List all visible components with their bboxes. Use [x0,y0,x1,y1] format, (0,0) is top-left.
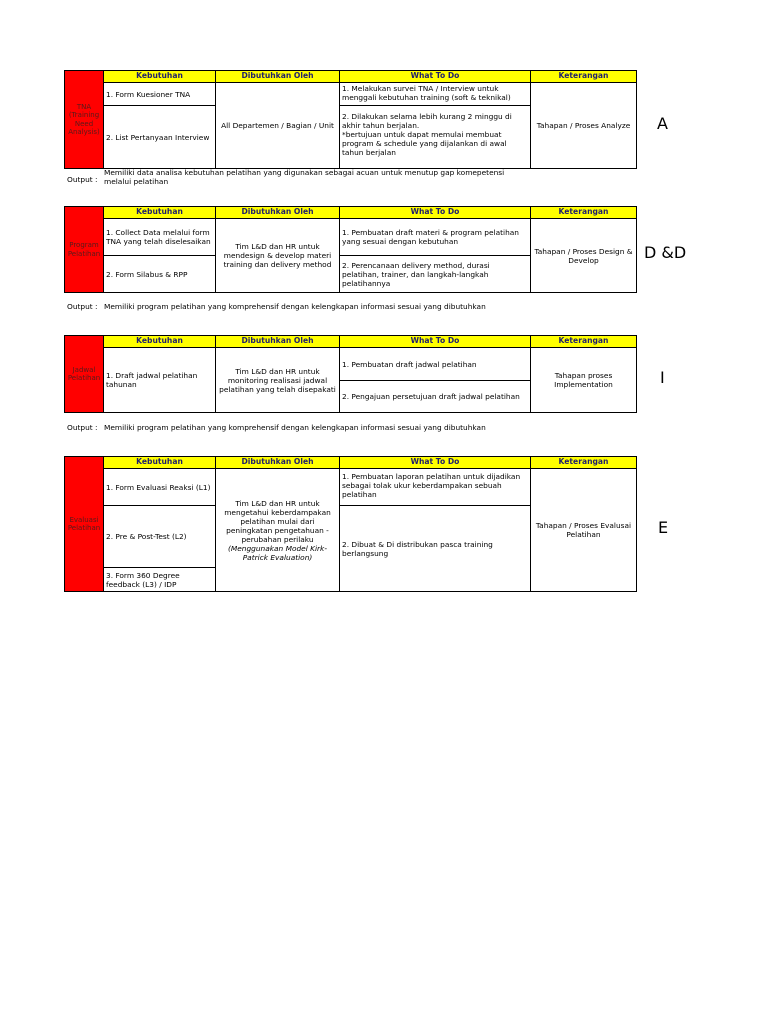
todo-text: 2. Dibuat & Di distribukan pasca training berlangsung [342,539,493,558]
output-label: Output : [67,423,98,432]
header-dibutuhkan-oleh: Dibutuhkan Oleh [215,335,340,348]
need-text: 2. Pre & Post-Test (L2) [106,532,187,541]
todo-cell [339,468,531,506]
note-text: Tahapan / Proses Design & Develop [534,246,633,265]
phase-cell [64,335,104,413]
required-by-cell [215,218,340,293]
todo-cell [339,347,531,381]
output-label: Output : [67,302,98,311]
header-keterangan: Keterangan [530,335,637,348]
todo-text: 1. Pembuatan draft jadwal pelatihan [342,359,477,369]
phase-label: Evaluasi Pelatihan [67,515,101,532]
required-by-text: Tim L&D dan HR untuk monitoring realisasi jadwal pelatihan yang telah disepakati [219,366,336,394]
phase-label: Program Pelatihan [67,241,101,258]
note-cell [530,347,637,413]
header-kebutuhan: Kebutuhan [103,456,216,469]
phase-letter: E [658,518,669,537]
need-cell [103,255,216,293]
phase-letter: I [660,368,665,387]
note-text: Tahapan proses Implementation [554,371,613,389]
note-cell [530,218,637,293]
header-dibutuhkan-oleh: Dibutuhkan Oleh [215,206,340,219]
need-cell [103,505,216,568]
todo-text: 1. Pembuatan draft materi & program pelatihan yang sesuai dengan kebutuhan [342,228,519,246]
header-what-to-do: What To Do [339,206,531,219]
phase-letter: A [657,114,668,133]
required-by-cell [215,347,340,413]
need-text: 1. Form Evaluasi Reaksi (L1) [106,482,211,492]
header-kebutuhan: Kebutuhan [103,206,216,219]
todo-cell [339,380,531,413]
header-what-to-do: What To Do [339,456,531,469]
need-text: 1. Form Kuesioner TNA [106,89,191,99]
need-text: 1. Draft jadwal pelatihan tahunan [106,371,198,389]
note-text: Tahapan / Proses Evalusai Pelatihan [535,521,632,539]
required-by-cell [215,468,340,592]
header-what-to-do: What To Do [339,335,531,348]
todo-text: 2. Dilakukan selama lebih kurang 2 minggu di akhir tahun berjalan. [342,112,512,130]
need-cell [103,567,216,592]
need-text: 2. List Pertanyaan Interview [106,132,210,142]
phase-label: TNA (Training Need Analysis) [68,102,100,136]
need-cell [103,218,216,256]
todo-text: 1. Pembuatan laporan pelatihan untuk dijadikan sebagai tolak ukur keberdampakan sebuah pelatihan [342,472,521,499]
note-cell [530,468,637,592]
note-cell [530,82,637,169]
todo-cell [339,505,531,592]
header-what-to-do: What To Do [339,70,531,83]
output-text: Memiliki program pelatihan yang komprehensif dengan kelengkapan informasi sesuai yang dibutuhkan [104,423,486,432]
todo-text: 2. Pengajuan persetujuan draft jadwal pelatihan [342,392,520,401]
todo-text: 1. Melakukan survei TNA / Interview untuk menggali kebutuhan training (soft & teknikal) [342,84,511,102]
output-text: Memiliki data analisa kebutuhan pelatihan yang digunakan sebagai acuan untuk menutup gap komepetensi melalui pelatihan [104,168,505,186]
need-cell [103,82,216,106]
header-keterangan: Keterangan [530,206,637,219]
required-by-text: Tim L&D dan HR untuk mendesign & develop materi training dan delivery method [223,242,332,269]
phase-label: Jadwal Pelatihan [67,365,101,382]
header-dibutuhkan-oleh: Dibutuhkan Oleh [215,456,340,469]
todo-cell [339,105,531,169]
phase-cell [64,70,104,169]
phase-cell [64,456,104,592]
note-text: Tahapan / Proses Analyze [536,121,631,130]
todo-text: *bertujuan untuk dapat memulai membuat program & schedule yang dijalankan di awal tahun berjalan [342,130,507,157]
phase-cell [64,206,104,293]
todo-cell [339,218,531,256]
phase-letter: D &D [644,243,687,262]
required-by-text: All Departemen / Bagian / Unit [221,121,334,130]
todo-cell [339,255,531,293]
need-cell [103,347,216,413]
required-by-italic-text: (Menggunakan Model Kirk-Patrick Evaluation) [227,543,328,562]
need-cell [103,105,216,169]
todo-cell [339,82,531,106]
header-keterangan: Keterangan [530,70,637,83]
need-text: 2. Form Silabus & RPP [106,269,188,279]
need-text: 1. Collect Data melalui form TNA yang telah diselesaikan [106,228,211,246]
output-text: Memiliki program pelatihan yang komprehensif dengan kelengkapan informasi sesuai yang dibutuhkan [104,302,486,311]
need-text: 3. Form 360 Degree feedback (L3) / IDP [106,570,180,589]
header-dibutuhkan-oleh: Dibutuhkan Oleh [215,70,340,83]
required-by-cell [215,82,340,169]
header-kebutuhan: Kebutuhan [103,335,216,348]
header-kebutuhan: Kebutuhan [103,70,216,83]
header-keterangan: Keterangan [530,456,637,469]
todo-text: 2. Perencanaan delivery method, durasi pelatihan, trainer, dan langkah-langkah pelatihannya [342,260,490,288]
output-label: Output : [67,175,98,184]
need-cell [103,468,216,506]
required-by-text: Tim L&D dan HR untuk mengetahui keberdampakan pelatihan mulai dari peningkatan pengetahuan - perubahan perilaku [224,498,331,544]
